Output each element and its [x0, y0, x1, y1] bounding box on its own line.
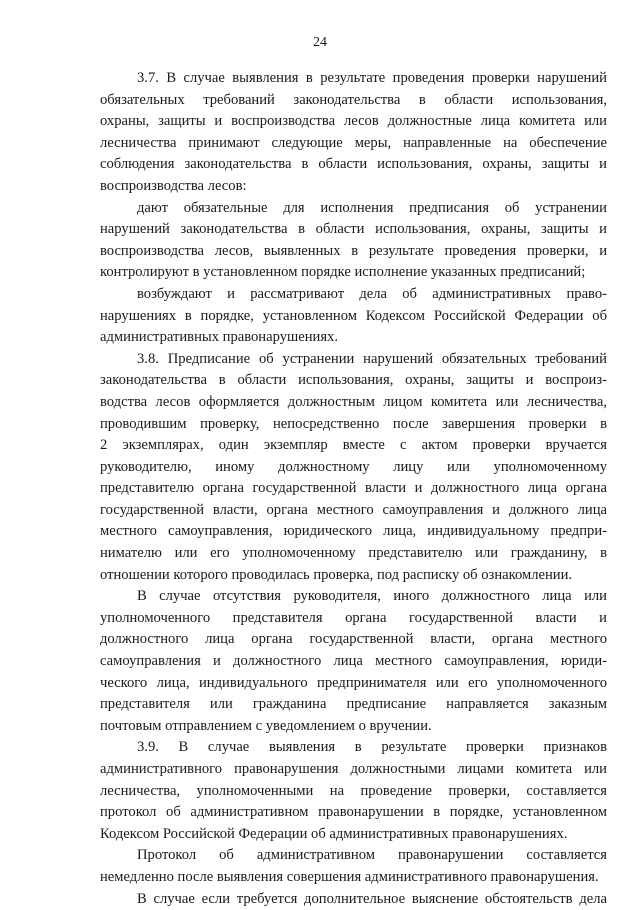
text-line: возбуждают и рассматривают дела об административных право- — [137, 285, 607, 302]
text-line: административных правонарушениях. — [100, 329, 338, 346]
text-line: соблюдения законодательства в области использования, охраны, защиты и — [100, 156, 607, 173]
text-line: государственной власти, органа местного самоуправления и должного лица — [100, 501, 607, 518]
text-line: почтовым отправлением с уведомлением о вручении. — [100, 717, 432, 734]
text-line: представителю органа государственной власти и должностного лица органа — [100, 480, 607, 497]
text-line: обязательных требований законодательства в области использования, — [100, 91, 607, 108]
text-line: Протокол об административном правонарушении составляется — [137, 847, 607, 864]
text-line: нимателю или его уполномоченному представителю или гражданину, в — [100, 545, 607, 562]
text-line: проводившим проверку, непосредственно после завершения проверки в — [100, 415, 607, 432]
text-line: самоуправления и должностного лица местного самоуправления, юриди- — [100, 653, 607, 670]
text-line: В случае если требуется дополнительное выяснение обстоятельств дела — [137, 890, 607, 907]
text-line: руководителю, иному должностному лицу или уполномоченному — [100, 458, 607, 475]
text-line: водства лесов оформляется должностным лицом комитета или лесничества, — [100, 393, 607, 410]
text-line: 3.7. В случае выявления в результате проведения проверки нарушений — [137, 70, 607, 86]
text-line: воспроизводства лесов: — [100, 177, 247, 194]
text-line: контролируют в установленном порядке исполнение указанных предписаний; — [100, 264, 586, 281]
text-line: 3.8. Предписание об устранении нарушений обязательных требований — [137, 350, 607, 367]
text-line: лесничества принимают следующие меры, направленные на обеспечение — [100, 134, 607, 151]
text-line: должностного лица органа государственной власти, органа местного — [100, 631, 607, 648]
text-line: Кодексом Российской Федерации об административных правонарушениях. — [100, 825, 568, 842]
text-line: представителя или гражданина предписание направляется заказным — [100, 696, 607, 713]
text-line: административного правонарушения должностными лицами комитета или — [100, 761, 607, 777]
text-line: лесничества, уполномоченными на проведение проверки, составляется — [100, 782, 607, 799]
text-line: дают обязательные для исполнения предписания об устранении — [137, 199, 607, 216]
page-number: 24 — [313, 35, 327, 50]
text-line: воспроизводства лесов, выявленных в результате проведения проверки, и — [100, 242, 607, 259]
text-line: нарушениях в порядке, установленном Кодексом Российской Федерации об — [100, 307, 607, 324]
document-body — [100, 68, 607, 910]
text-line: ческого лица, индивидуального предпринимателя или его уполномоченного — [100, 674, 607, 691]
text-line: В случае отсутствия руководителя, иного должностного лица или — [137, 588, 607, 605]
text-line: уполномоченного представителя органа государственной власти и — [100, 609, 607, 626]
text-line: нарушений законодательства в области использования, охраны, защиты и — [100, 221, 607, 238]
text-line: охраны, защиты и воспроизводства лесов должностные лица комитета или — [100, 113, 607, 130]
text-line: местного самоуправления, юридического лица, индивидуальному предпри- — [100, 523, 607, 540]
text-line: немедленно после выявления совершения административного правонарушения. — [100, 868, 599, 885]
text-line: протокол об административном правонарушении в порядке, установленном — [100, 804, 607, 821]
text-line: 2 экземплярах, один экземпляр вместе с актом проверки вручается — [100, 437, 607, 454]
text-line: законодательства в области использования, охраны, защиты и воспроиз- — [100, 372, 607, 389]
text-line: 3.9. В случае выявления в результате проверки признаков — [137, 739, 607, 756]
text-line: отношении которого проводилась проверка, под расписку об ознакомлении. — [100, 566, 573, 583]
